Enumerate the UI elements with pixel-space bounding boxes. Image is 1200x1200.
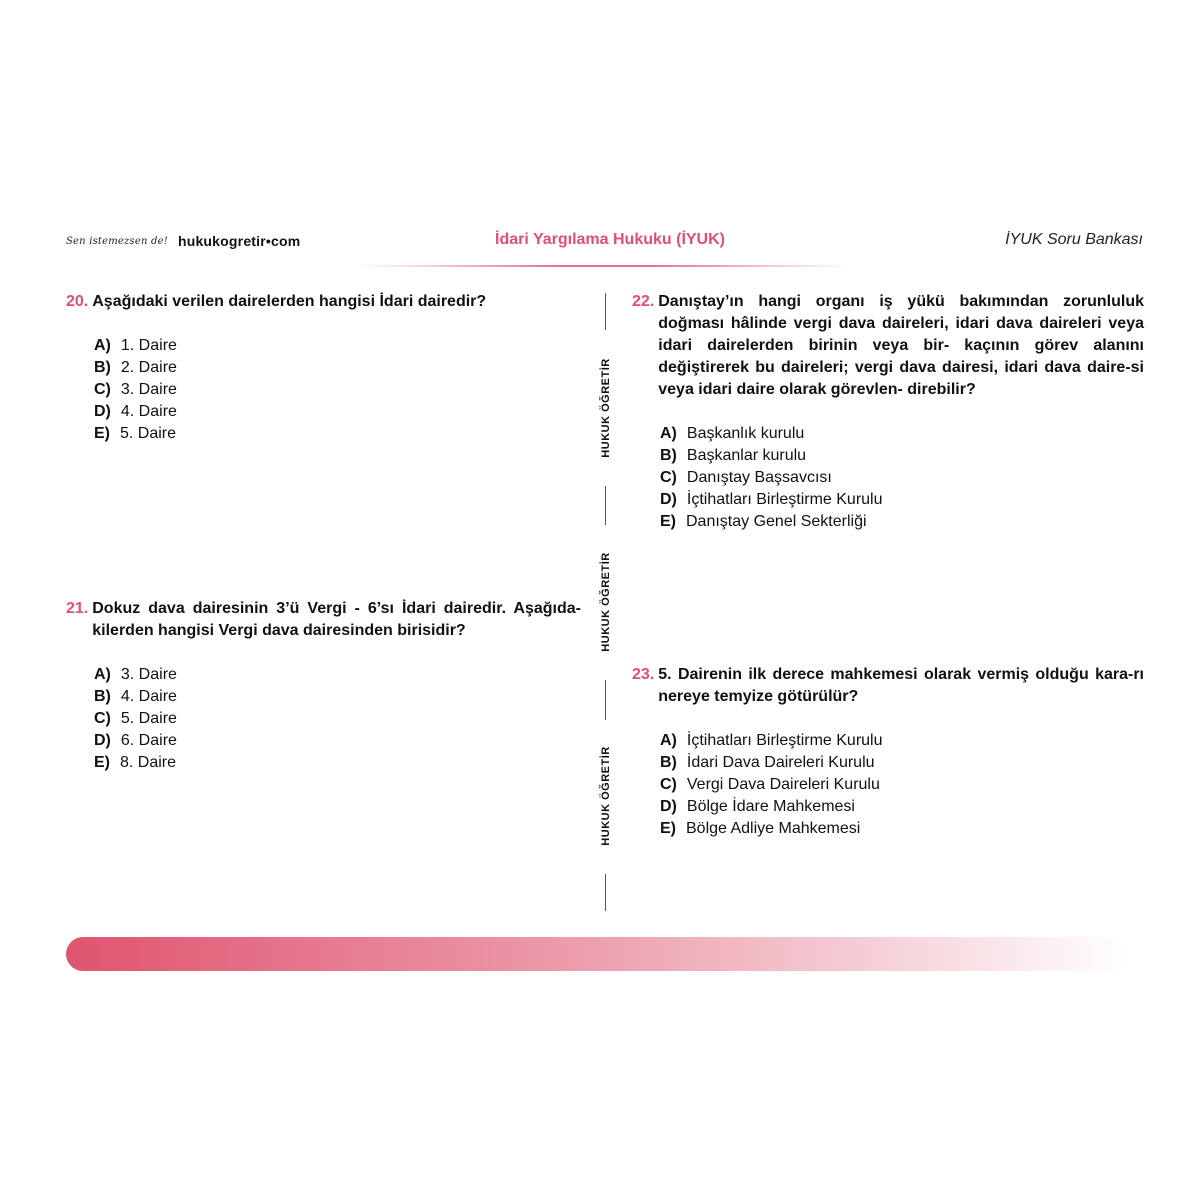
option-text: İçtihatları Birleştirme Kurulu — [686, 732, 883, 749]
option-text: 3. Daire — [120, 381, 177, 398]
option-text: 8. Daire — [120, 754, 177, 771]
option-c[interactable] — [94, 379, 586, 401]
option-a[interactable] — [94, 335, 586, 357]
option-a[interactable] — [660, 730, 1144, 752]
option-c[interactable] — [660, 774, 1144, 796]
option-list — [66, 664, 581, 774]
option-e[interactable] — [94, 752, 581, 774]
question-number: 22. — [632, 293, 655, 310]
divider-line — [605, 293, 606, 330]
book-title: İYUK Soru Bankası — [1005, 231, 1143, 248]
option-letter: E) — [660, 513, 676, 530]
option-text: 5. Daire — [120, 425, 177, 442]
option-text: Danıştay Başsavcısı — [686, 469, 832, 486]
option-list — [632, 423, 1144, 533]
option-list — [66, 335, 586, 445]
option-b[interactable] — [94, 357, 586, 379]
divider-line — [605, 680, 606, 720]
question-text: 5. Dairenin ilk derece mahkemesi olarak vermiş olduğu kara-rı nereye temyize götürülür? — [658, 666, 1144, 705]
option-text: Başkanlar kurulu — [686, 447, 807, 464]
option-text: 4. Daire — [120, 403, 177, 420]
option-text: 3. Daire — [120, 666, 177, 683]
option-e[interactable] — [94, 423, 586, 445]
option-d[interactable] — [94, 730, 581, 752]
slogan-text: Sen istemezsen de! — [66, 235, 168, 247]
option-c[interactable] — [660, 467, 1144, 489]
side-label-text: HUKUK ÖĞRETİR — [600, 746, 612, 846]
option-letter: C) — [660, 776, 677, 793]
option-text: İçtihatları Birleştirme Kurulu — [686, 491, 883, 508]
option-text: Başkanlık kurulu — [686, 425, 805, 442]
option-list — [632, 730, 1144, 840]
question-21 — [66, 598, 581, 774]
option-letter: C) — [660, 469, 677, 486]
option-text: 1. Daire — [120, 337, 177, 354]
side-label-text: HUKUK ÖĞRETİR — [600, 358, 612, 458]
option-letter: E) — [94, 425, 110, 442]
option-letter: B) — [660, 754, 677, 771]
option-a[interactable] — [94, 664, 581, 686]
option-text: Danıştay Genel Sekterliği — [686, 513, 867, 530]
option-b[interactable] — [660, 752, 1144, 774]
option-e[interactable] — [660, 818, 1144, 840]
divider-line — [605, 874, 606, 911]
option-letter: E) — [660, 820, 676, 837]
option-a[interactable] — [660, 423, 1144, 445]
title-underline — [360, 265, 850, 267]
option-letter: C) — [94, 381, 111, 398]
option-letter: D) — [94, 403, 111, 420]
option-letter: A) — [660, 425, 677, 442]
option-letter: D) — [660, 798, 677, 815]
option-text: 2. Daire — [120, 359, 177, 376]
option-letter: D) — [660, 491, 677, 508]
question-number: 21. — [66, 600, 89, 617]
question-text: Dokuz dava dairesinin 3’ü Vergi - 6’sı İdari dairedir. Aşağıda-kilerden hangisi Vergi dava dairesinden birisidir? — [92, 600, 581, 639]
option-letter: B) — [94, 688, 111, 705]
option-letter: B) — [94, 359, 111, 376]
brand-logo: hukukogretir•com — [177, 233, 301, 249]
question-text: Danıştay’ın hangi organı iş yükü bakımından zorunluluk doğması hâlinde vergi dava daireleri, idari dava daireleri veya idari dairelerden birinin veya bir- kaçının görev alanını değiştirerek bu daireleri; vergi dava dairesi, idari dava daire-si veya idari daire olarak görevlen- direbilir? — [658, 293, 1144, 398]
option-text: Bölge Adliye Mahkemesi — [686, 820, 861, 837]
question-number: 20. — [66, 293, 89, 310]
option-d[interactable] — [660, 796, 1144, 818]
header-logo-group — [66, 230, 300, 252]
option-letter: A) — [660, 732, 677, 749]
option-e[interactable] — [660, 511, 1144, 533]
option-d[interactable] — [94, 401, 586, 423]
option-letter: A) — [94, 337, 111, 354]
question-23 — [632, 664, 1144, 840]
question-20 — [66, 291, 586, 445]
option-text: 6. Daire — [120, 732, 177, 749]
option-letter: A) — [94, 666, 111, 683]
option-text: İdari Dava Daireleri Kurulu — [686, 754, 875, 771]
option-b[interactable] — [94, 686, 581, 708]
page-title: İdari Yargılama Hukuku (İYUK) — [495, 231, 725, 248]
option-letter: D) — [94, 732, 111, 749]
option-text: Vergi Dava Daireleri Kurulu — [686, 776, 880, 793]
option-text: 5. Daire — [120, 710, 177, 727]
side-label-text: HUKUK ÖĞRETİR — [600, 552, 612, 652]
option-d[interactable] — [660, 489, 1144, 511]
option-text: Bölge İdare Mahkemesi — [686, 798, 855, 815]
option-c[interactable] — [94, 708, 581, 730]
option-letter: C) — [94, 710, 111, 727]
question-22 — [632, 291, 1144, 533]
option-letter: E) — [94, 754, 110, 771]
footer-gradient-bar — [66, 937, 1130, 971]
option-text: 4. Daire — [120, 688, 177, 705]
divider-line — [605, 486, 606, 525]
option-b[interactable] — [660, 445, 1144, 467]
question-text: Aşağıdaki verilen dairelerden hangisi İdari dairedir? — [92, 293, 487, 310]
question-number: 23. — [632, 666, 655, 683]
option-letter: B) — [660, 447, 677, 464]
